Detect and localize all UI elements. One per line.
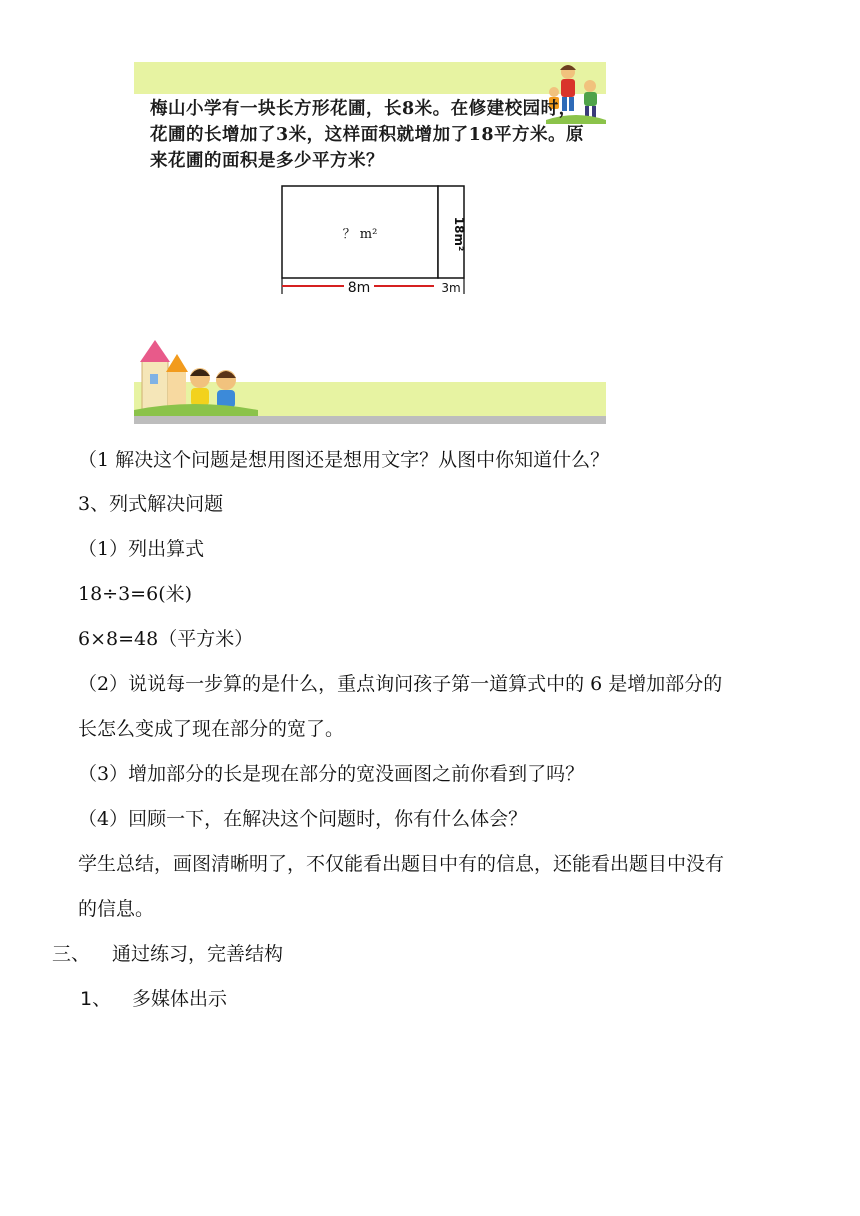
problem-slide-image <box>134 62 606 424</box>
formula-line-2: 6×8=48（平方米） <box>78 628 254 650</box>
slide-shadow-band <box>134 416 606 424</box>
slide-top-band <box>134 62 606 94</box>
step-3-item-1: （1）列出算式 <box>78 538 205 560</box>
length-8m-label: 8m <box>347 280 371 296</box>
step-3-heading: 3、列式解决问题 <box>78 493 224 515</box>
step-3-item-2-line-2: 长怎么变成了现在部分的宽了。 <box>78 718 345 740</box>
unknown-area-label: ？ m² <box>342 227 378 242</box>
item-one-number: 1、 <box>80 988 112 1010</box>
summary-line-1: 学生总结，画图清晰明了，不仅能看出题目中有的信息，还能看出题目中没有 <box>78 853 725 875</box>
section-three-title: 通过练习，完善结构 <box>112 943 284 965</box>
step-3-item-2-line-1: （2）说说每一步算的是什么，重点询问孩子第一道算式中的 6 是增加部分的 <box>78 673 723 695</box>
summary-line-2: 的信息。 <box>78 898 155 920</box>
section-three-number: 三、 <box>52 943 91 965</box>
added-area-label: 18m² <box>452 216 466 252</box>
cartoon-school-decoration <box>134 330 258 416</box>
step-3-item-4: （4）回顾一下，在解决这个问题时，你有什么体会？ <box>78 808 528 830</box>
length-3m-label: 3m <box>441 281 461 295</box>
garden-rectangle-diagram <box>274 182 474 298</box>
formula-line-1: 18÷3=6(米) <box>78 583 193 605</box>
question-line-1: （1 解决这个问题是想用图还是想用文字？从图中你知道什么？ <box>78 449 610 471</box>
word-problem-text: 梅山小学有一块长方形花圃，长8米。在修建校园时，花圃的长增加了3米，这样面积就增加了18平方米。原来花圃的面积是多少平方米？ <box>150 99 585 171</box>
item-one-title: 多媒体出示 <box>132 988 228 1010</box>
step-3-item-3: （3）增加部分的长是现在部分的宽没画图之前你看到了吗？ <box>78 763 585 785</box>
